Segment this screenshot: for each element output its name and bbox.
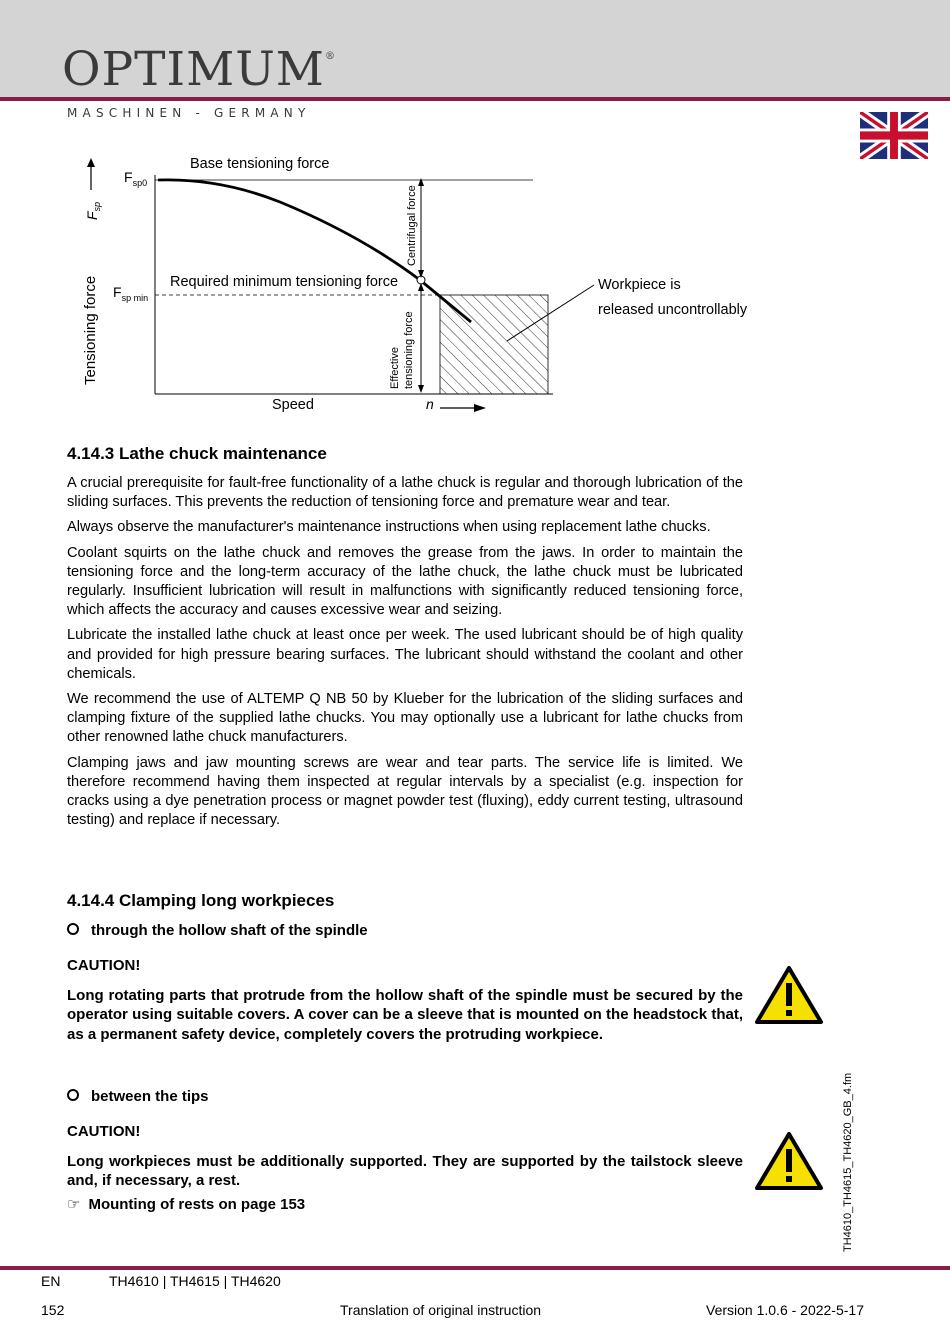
warning-triangle-icon <box>754 1131 824 1191</box>
bullet-hollow-shaft: through the hollow shaft of the spindle <box>67 922 368 939</box>
section-heading-lathe-chuck-maintenance: 4.14.3 Lathe chuck maintenance <box>67 444 327 463</box>
warning-triangle-icon <box>754 965 824 1025</box>
fsp0-label: $F_{sp0}$ <box>124 169 148 188</box>
logo-subtitle: MASCHINEN - GERMANY <box>67 106 311 120</box>
footer-language: EN <box>41 1273 61 1289</box>
paragraph-2: Always observe the manufacturer's maintenance instructions when using replacement lathe chucks. <box>67 519 711 536</box>
y-axis-label: Tensioning force <box>82 275 99 385</box>
workpiece-label-2: released uncontrollably <box>598 302 748 318</box>
centrifugal-label: Centrifugal force <box>406 185 418 266</box>
paragraph-3: Coolant squirts on the lathe chuck and removes the grease from the jaws. In order to maintain the tensioning force and the long-term accuracy of the lathe chuck, the lathe chuck must be lubricated regularly. Insufficient lubrication will result in malfunctions with significantly reduced tensioning force, which affects the accuracy and causes excessive wear and seizing. <box>67 544 743 619</box>
cross-reference-link[interactable]: ☞ Mounting of rests on page 153 <box>67 1196 306 1213</box>
paragraph-6: Clamping jaws and jaw mounting screws are wear and tear parts. The service life is limited. We therefore recommend having them inspected at regular intervals by a specialist (e.g. inspection for cracks using a dye penetration process or magnet powder test (fluxing), eddy current testing, ultrasound testing) and replace if necessary. <box>67 754 743 829</box>
caution-text-2: Long workpieces must be additionally supported. They are supported by the tailstock sleeve and, if necessary, a rest. <box>67 1153 743 1190</box>
bullet-circle-icon <box>67 1089 79 1101</box>
caution-title-2: CAUTION! <box>67 1123 141 1140</box>
caution-text-1: Long rotating parts that protrude from the hollow shaft of the spindle must be secured by the operator using suitable covers. A cover can be a sleeve that is mounted on the headstock that, as a permanent safety device, completely covers the protruding workpiece. <box>67 987 743 1043</box>
x-axis-symbol: n <box>426 396 434 412</box>
caution-title-1: CAUTION! <box>67 957 141 974</box>
registered-mark: ® <box>324 51 336 62</box>
required-force-label: Required minimum tensioning force <box>170 274 399 290</box>
section-body <box>67 474 743 830</box>
brand-logo <box>62 42 336 97</box>
pointing-hand-icon: ☞ <box>67 1196 81 1213</box>
footer-rule <box>0 1266 950 1270</box>
footer-models: TH4610 | TH4615 | TH4620 <box>109 1273 281 1289</box>
tensioning-force-diagram <box>0 140 950 430</box>
effective-label-1: Effective <box>389 347 401 389</box>
force-curve <box>158 180 471 322</box>
bullet-circle-icon <box>67 923 79 935</box>
effective-label-2: tensioning force <box>403 311 415 389</box>
footer-page-number: 152 <box>41 1302 65 1318</box>
fsp-symbol: $F_{sp}$ <box>84 201 102 220</box>
header-rule <box>0 97 950 101</box>
section-heading-clamping-long-workpieces: 4.14.4 Clamping long workpieces <box>67 891 335 910</box>
fspmin-label: $F_{sp min}$ <box>113 284 149 303</box>
base-force-label: Base tensioning force <box>190 156 330 172</box>
x-axis-label: Speed <box>272 397 314 413</box>
footer-center-text: Translation of original instruction <box>340 1302 542 1318</box>
workpiece-label-1: Workpiece is <box>598 277 681 293</box>
footer-version: Version 1.0.6 - 2022-5-17 <box>706 1302 864 1318</box>
paragraph-4: Lubricate the installed lathe chuck at least once per week. The used lubricant should be of high quality and provided for high pressure bearing surfaces. The lubricant should withstand the coolant and other chemicals. <box>67 627 743 682</box>
logo-text: OPTIMUM <box>62 42 325 97</box>
bullet-between-tips: between the tips <box>67 1088 209 1105</box>
side-file-name: TH4610_TH4615_TH4620_GB_4.fm <box>842 1072 854 1252</box>
paragraph-1: A crucial prerequisite for fault-free functionality of a lathe chuck is regular and thorough lubrication of the sliding surfaces. This prevents the reduction of tensioning force and premature wear and tear. <box>67 475 743 511</box>
paragraph-5: We recommend the use of ALTEMP Q NB 50 by Klueber for the lubrication of the sliding surfaces and clamping fixture of the supplied lathe chucks. You may optionally use a lubricant for lathe chucks from other renowned lathe chuck manufacturers. <box>67 691 743 746</box>
